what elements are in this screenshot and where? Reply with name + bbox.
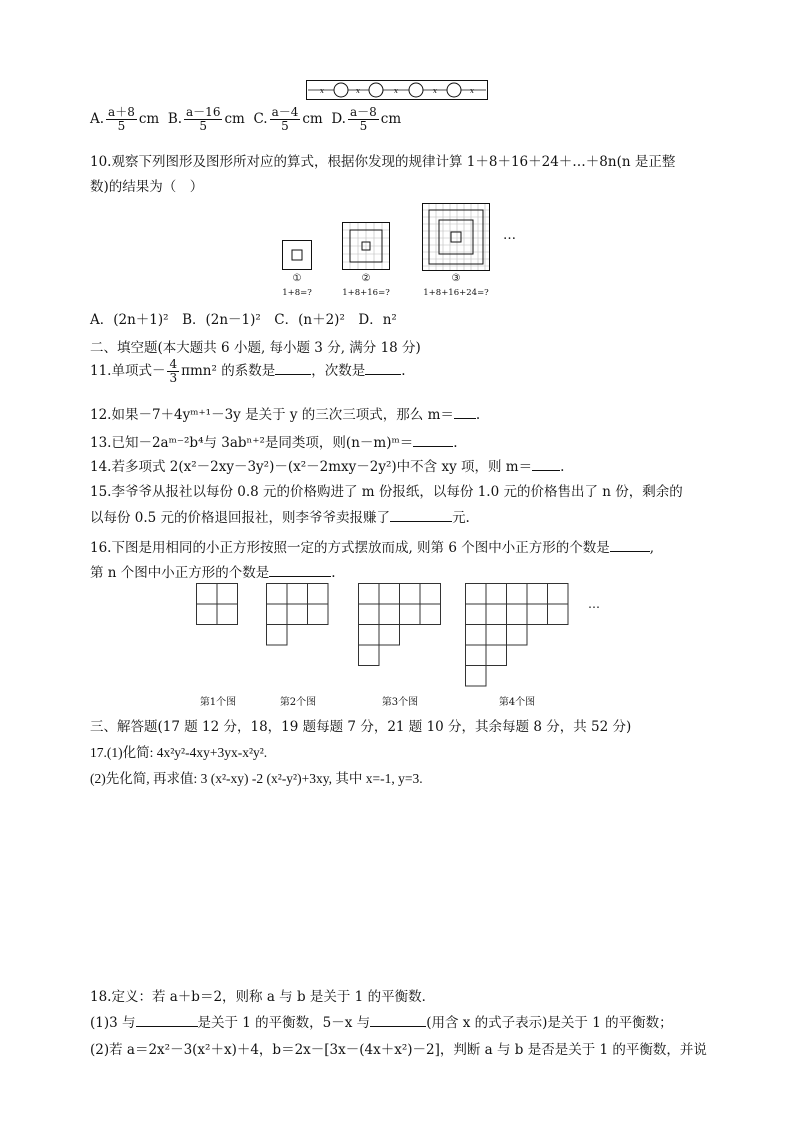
q16-figure-4 xyxy=(465,583,573,691)
q15-line1: 15.李爷爷从报社以每份 0.8 元的价格购进了 m 份报纸，以每份 1.0 元的价格售出了 n 份，剩余的 xyxy=(90,484,683,500)
option-a: A. $\frac{a+8}{5}$ cm xyxy=(90,105,160,134)
strip-label: x xyxy=(470,87,474,95)
q16-line2: 第 n 个图中小正方形的个数是 . xyxy=(90,565,336,581)
q13: 13.已知－2aᵐ⁻²b⁴与 3abⁿ⁺²是同类项，则(n－m)ᵐ＝ . xyxy=(90,435,458,451)
option-d: D. $\frac{a-8}{5}$ cm xyxy=(331,105,402,134)
q10-figure-3 xyxy=(422,203,490,271)
q16-caption-3: 第3个图 xyxy=(381,697,419,708)
q9-options xyxy=(90,106,401,133)
q16-figure-2 xyxy=(266,583,332,649)
q18-line1: 18.定义：若 a＋b＝2，则称 a 与 b 是关于 1 的平衡数． xyxy=(90,989,436,1005)
q12: 12.如果－7＋4yᵐ⁺¹－3y 是关于 y 的三次三项式，那么 m＝ . xyxy=(90,407,481,423)
q10-fig2-num: ② xyxy=(361,273,371,284)
q15-line2: 以每份 0.5 元的价格退回报社，则李爷爷卖报赚了 元. xyxy=(90,510,470,526)
option-b: B. $\frac{a-16}{5}$ cm xyxy=(167,105,245,134)
q10-fig2-formula: 1+8+16=? xyxy=(342,288,390,298)
q10-options: A．(2n＋1)² B．(2n－1)² C．(n＋2)² D．n² xyxy=(90,312,397,328)
q10-ellipsis: … xyxy=(503,228,516,243)
q10-figure-1 xyxy=(282,240,312,270)
option-c: C. $\frac{a-4}{5}$ cm xyxy=(253,105,323,134)
q17-part2: (2)先化简, 再求值: 3 (x²-xy) -2 (x²-y²)+3xy, 其中 x=-1, y=3. xyxy=(90,771,423,786)
q18-line2: (1)3 与 是关于 1 的平衡数，5－x 与 (用含 x 的式子表示)是关于 1 的平衡数； xyxy=(90,1015,673,1031)
strip-label: x xyxy=(394,87,398,95)
q16-figure-3 xyxy=(358,583,444,671)
q10-fig3-formula: 1+8+16+24=? xyxy=(423,288,489,298)
q16-caption-4: 第4个图 xyxy=(498,697,536,708)
q16-figure-1 xyxy=(196,583,240,627)
section-2-heading: 二、填空题(本大题共 6 小题, 每小题 3 分, 满分 18 分) xyxy=(90,340,421,356)
q11: 11.单项式－ $\frac{4}{3}$ πmn² 的系数是 ，次数是 . xyxy=(90,357,406,386)
strip-label: x xyxy=(320,87,324,95)
q10-fig1-formula: 1+8=? xyxy=(282,288,312,298)
q10-figure-2 xyxy=(342,222,390,270)
q18-line3: (2)若 a＝2x²－3(x²＋x)＋4，b＝2x－[3x－(4x＋x²)－2]，判断 a 与 b 是否是关于 1 的平衡数，并说 xyxy=(90,1042,707,1058)
q16-line1: 16.下图是用相同的小正方形按照一定的方式摆放而成, 则第 6 个图中小正方形的个数是 , xyxy=(90,540,655,556)
q16-caption-2: 第2个图 xyxy=(279,697,317,708)
q10-fig3-num: ③ xyxy=(451,273,461,284)
q10-line1: 10.观察下列图形及图形所对应的算式，根据你发现的规律计算 1＋8＋16＋24＋…＋8n(n 是正整 xyxy=(90,154,676,170)
strip-label: x xyxy=(356,87,360,95)
q10-line2: 数)的结果为（ ） xyxy=(90,179,204,195)
q10-fig1-num: ① xyxy=(292,273,302,284)
section-3-heading: 三、解答题(17 题 12 分，18，19 题每题 7 分，21 题 10 分，其余每题 8 分，共 52 分) xyxy=(90,719,632,735)
q9-strip-figure xyxy=(306,80,488,100)
strip-label: x xyxy=(433,87,437,95)
q14: 14.若多项式 2(x²－2xy－3y²)－(x²－2mxy－2y²)中不含 xy 项，则 m＝ . xyxy=(90,459,565,475)
q16-caption-1: 第1个图 xyxy=(199,697,237,708)
q16-ellipsis: … xyxy=(588,597,600,611)
q17-part1: 17.(1)化简: 4x²y²-4xy+3yx-x²y². xyxy=(90,745,268,760)
